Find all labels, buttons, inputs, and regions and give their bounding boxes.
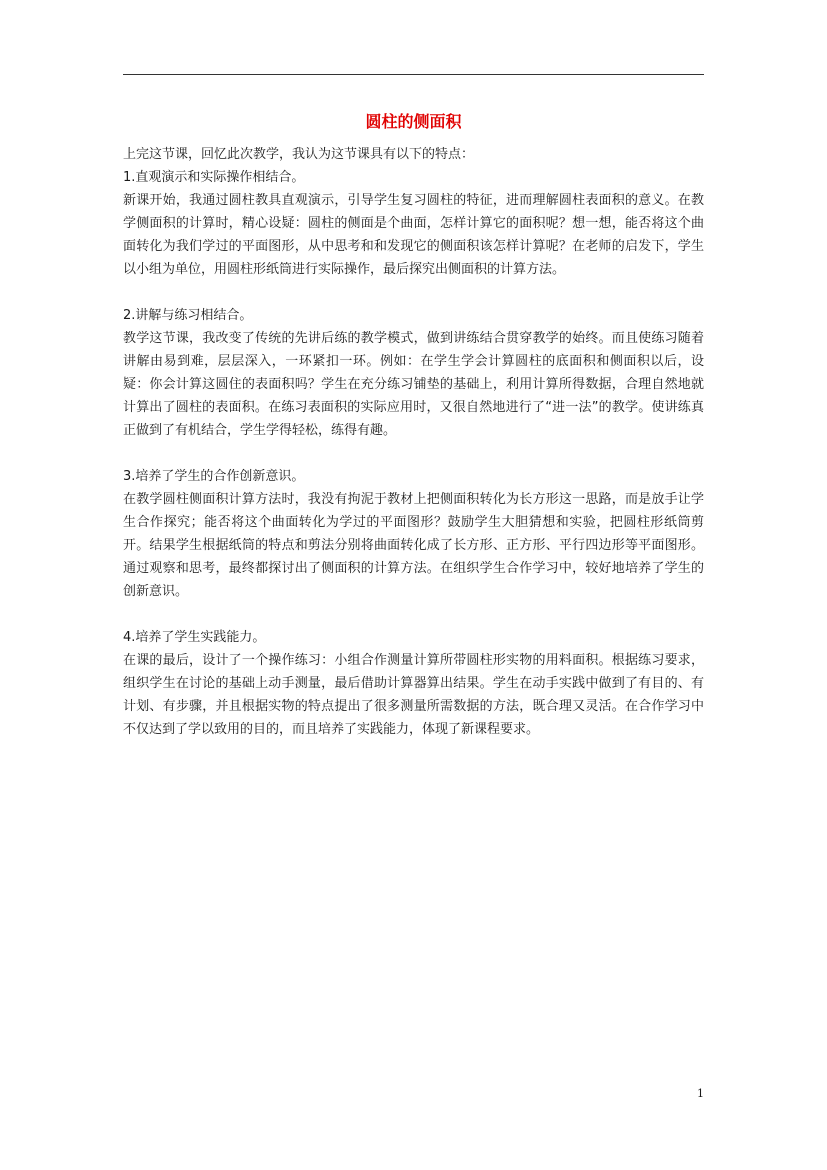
document-title: 圆柱的侧面积 bbox=[365, 112, 462, 131]
section-heading: 2.讲解与练习相结合。 bbox=[123, 308, 253, 323]
section-paragraph: 在教学圆柱侧面积计算方法时，我没有拘泥于教材上把侧面积转化为长方形这一思路，而是放手让学生合作探究；能否将这个曲面转化为学过的平面图形？鼓励学生大胆猜想和实验，把圆柱形纸筒剪开。结果学生根据纸筒的特点和剪法分别将曲面转化成了长方形、正方形、平行四边形等平面图形。通过观察和思考，最终都探讨出了侧面积的计算方法。在组织学生合作学习中，较好地培养了学生的创新意识。 bbox=[123, 492, 704, 599]
section-heading: 1.直观演示和实际操作相结合。 bbox=[123, 170, 305, 185]
intro-paragraph: 上完这节课，回忆此次教学，我认为这节课具有以下的特点： bbox=[123, 147, 475, 162]
page-number: 1 bbox=[697, 1087, 704, 1100]
section-paragraph: 在课的最后，设计了一个操作练习：小组合作测量计算所带圆柱形实物的用料面积。根据练习要求，组织学生在讨论的基础上动手测量，最后借助计算器算出结果。学生在动手实践中做到了有目的、有计划、有步骤，并且根据实物的特点提出了很多测量所需数据的方法，既合理又灵活。在合作学习中不仅达到了学以致用的目的，而且培养了实践能力，体现了新课程要求。 bbox=[123, 653, 704, 737]
section-heading: 3.培养了学生的合作创新意识。 bbox=[123, 469, 305, 484]
paragraph-gap bbox=[123, 603, 704, 626]
paragraph-gap bbox=[123, 281, 704, 304]
header-divider bbox=[123, 74, 704, 75]
section-heading: 4.培养了学生实践能力。 bbox=[123, 630, 266, 645]
section-paragraph: 教学这节课，我改变了传统的先讲后练的教学模式，做到讲练结合贯穿教学的始终。而且使练习随着讲解由易到难，层层深入，一环紧扣一环。例如：在学生学会计算圆柱的底面积和侧面积以后，设疑：你会计算这圆住的表面积吗？学生在充分练习铺垫的基础上，利用计算所得数据，合理自然地就计算出了圆柱的表面积。在练习表面积的实际应用时，又很自然地进行了“进一法”的教学。使讲练真正做到了有机结合，学生学得轻松，练得有趣。 bbox=[123, 331, 704, 438]
document-body bbox=[123, 143, 704, 741]
section-paragraph: 新课开始，我通过圆柱教具直观演示，引导学生复习圆柱的特征，进而理解圆柱表面积的意义。在教学侧面积的计算时，精心设疑：圆柱的侧面是个曲面，怎样计算它的面积呢？想一想，能否将这个曲面转化为我们学过的平面图形，从中思考和和发现它的侧面积该怎样计算呢？在老师的启发下，学生以小组为单位，用圆柱形纸筒进行实际操作，最后探究出侧面积的计算方法。 bbox=[123, 193, 704, 277]
paragraph-gap bbox=[123, 442, 704, 465]
